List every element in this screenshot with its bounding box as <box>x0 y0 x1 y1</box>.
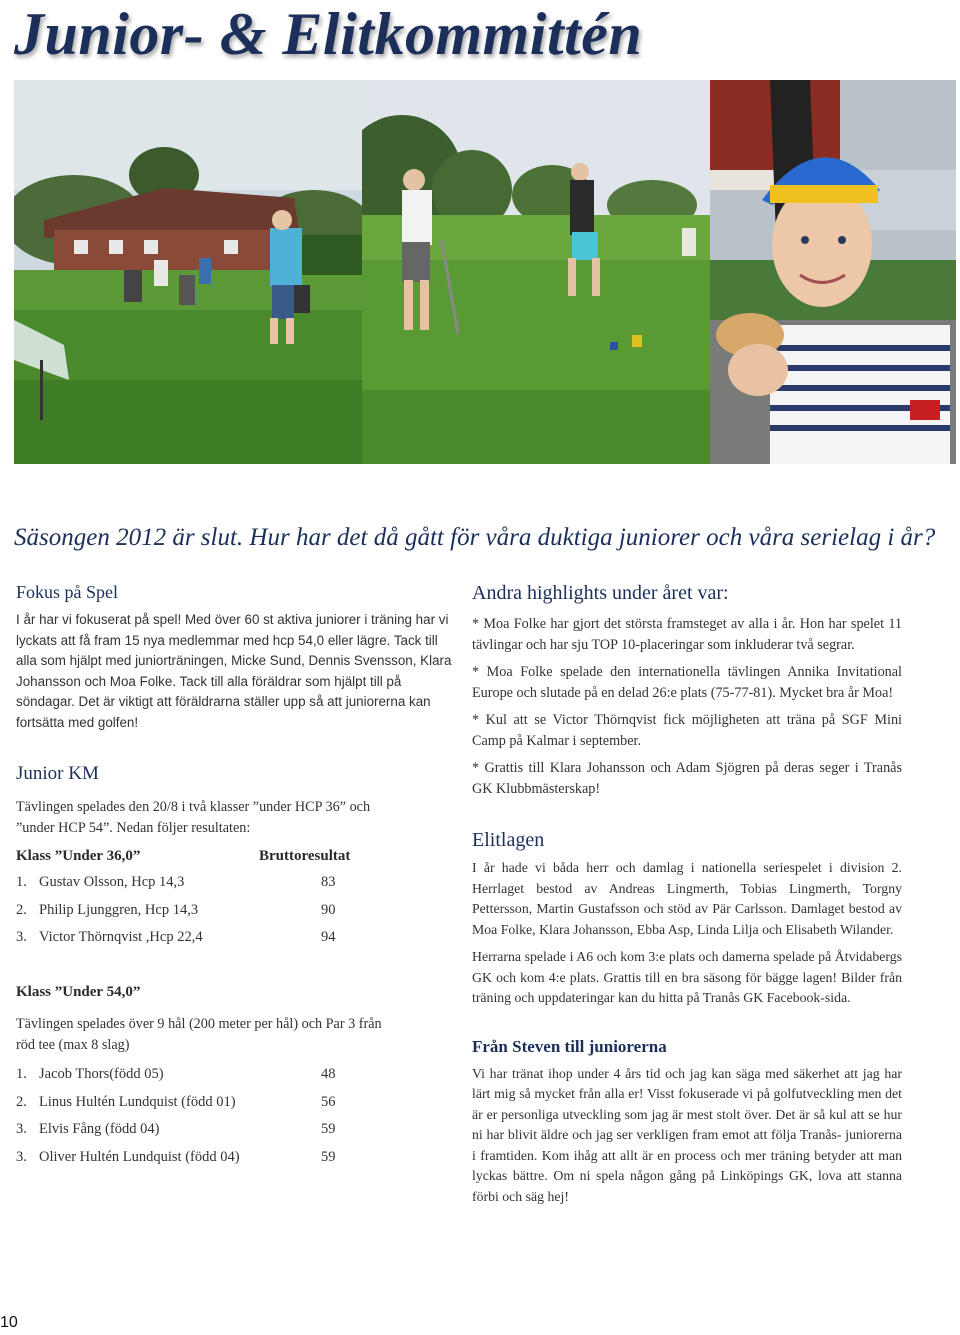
fokus-paragraph: I år har vi fokuserat på spel! Med över 60 st aktiva juniorer i träning har vi lyckats att få fram 15 nya medlemmar med hcp 54,0 eller lägre. Tack till alla som hjälpt med juniorträningen, Micke Sund, Dennis Svensson, Klara Johansson och Moa Folke. Tack till alla föräldrar som hjälpt till på söndagar. Det är viktigt att föräldrarna ställer upp så att juniorerna kan fortsätta med golfen! <box>16 612 452 730</box>
bruttoresultat-label: Bruttoresultat <box>259 848 351 864</box>
right-column <box>472 582 902 1207</box>
photo-junior-portrait <box>710 80 956 464</box>
intro-heading: Säsongen 2012 är slut. Hur har det då gått för våra duktiga juniorer och våra serielag i år? <box>14 524 936 551</box>
klass-label-under54: Klass ”Under 54,0” <box>16 983 141 1000</box>
page-number: 10 <box>0 1314 18 1331</box>
steven-paragraph: Vi har tränat ihop under 4 års tid och jag kan säga med säkerhet att jag har lärt mig så mycket från alla er! Visst fokuserade vi på golfutveckling men det är er personliga utveckling som jag är mest stolt över. Det är så kul att se hur ni har blivit äldre och jag ser verkligen fram emot att följa Tranås- juniorerna i framtiden. Kom ihåg att allt är en process och mer träning betyder att man lyckas bättre. Om ni spela någon gång på Linköpings GK, lova att stanna förbi och säg hej! <box>472 1065 902 1204</box>
section-title-fokus: Fokus på Spel <box>16 582 119 602</box>
under54-description: Tävlingen spelades över 9 hål (200 meter per hål) och Par 3 från röd tee (max 8 slag) <box>16 1016 382 1053</box>
photo-juniors-clubhouse <box>14 80 362 464</box>
table-row: 3. Elvis Fång (född 04) 59 <box>16 1121 336 1138</box>
table-row: 1. Jacob Thors(född 05) 48 <box>16 1066 336 1083</box>
section-title-elitlagen: Elitlagen <box>472 829 545 851</box>
photo-juniors-swing <box>362 80 710 464</box>
section-title-steven: Från Steven till juniorerna <box>472 1036 667 1056</box>
results-list-under36 <box>16 869 456 952</box>
section-title-highlights: Andra highlights under året var: <box>472 582 729 604</box>
highlight-item: * Moa Folke spelade den internationella tävlingen Annika Invitational Europe och slutade på en delad 26:e plats (75-77-81). Mycket bra år Moa! <box>472 664 902 701</box>
results-header-under36 <box>16 848 456 865</box>
section-title-junior-km: Junior KM <box>16 763 99 784</box>
highlight-item: * Moa Folke har gjort det största framsteget av alla i år. Hon har spelet 11 tävlingar och har sju TOP 10-placeringar som inkluderar två segrar. <box>472 616 902 653</box>
left-column <box>16 582 456 1171</box>
highlight-item: * Kul att se Victor Thörnqvist fick möjligheten att träna på SGF Mini Camp på Kalmar i september. <box>472 712 902 749</box>
table-row: 2. Philip Ljunggren, Hcp 14,3 90 <box>16 901 336 918</box>
table-row: 1. Gustav Olsson, Hcp 14,3 83 <box>16 874 336 891</box>
junior-km-intro: Tävlingen spelades den 20/8 i två klasser ”under HCP 36” och ”under HCP 54”. Nedan följer resultaten: <box>16 799 371 836</box>
klass-label-under36: Klass ”Under 36,0” <box>16 848 141 864</box>
page-title: Junior- & Elitkommittén <box>14 1 643 67</box>
highlight-item: * Grattis till Klara Johansson och Adam Sjögren på deras seger i Tranås GK Klubbmästerskap! <box>472 760 902 797</box>
elitlagen-paragraph-2: Herrarna spelade i A6 och kom 3:e plats och damerna spelade på Åtvidabergs GK och kom 4:e plats. Grattis till en bra säsong för bägge lagen! Bilder från träning och uppdateringar kan du hitta på Tranås GK Facebook-sida. <box>472 949 902 1005</box>
results-list-under54 <box>16 1061 456 1171</box>
elitlagen-paragraph-1: I år hade vi båda herr och damlag i nationella seriespelet i division 2. Herrlaget bestod av Andreas Lingmerth, Tobias Lingmerth, Torgny Pettersson, Martin Gustafsson och stöd av Pär Carlsson. Damlaget bestod av Moa Folke, Klara Johansson, Ebba Asp, Linda Lilja och Elisabeth Wilander. <box>472 860 902 937</box>
table-row: 3. Victor Thörnqvist ,Hcp 22,4 94 <box>16 929 336 946</box>
table-row: 3. Oliver Hultén Lundquist (född 04) 59 <box>16 1148 336 1165</box>
table-row: 2. Linus Hultén Lundquist (född 01) 56 <box>16 1093 336 1110</box>
